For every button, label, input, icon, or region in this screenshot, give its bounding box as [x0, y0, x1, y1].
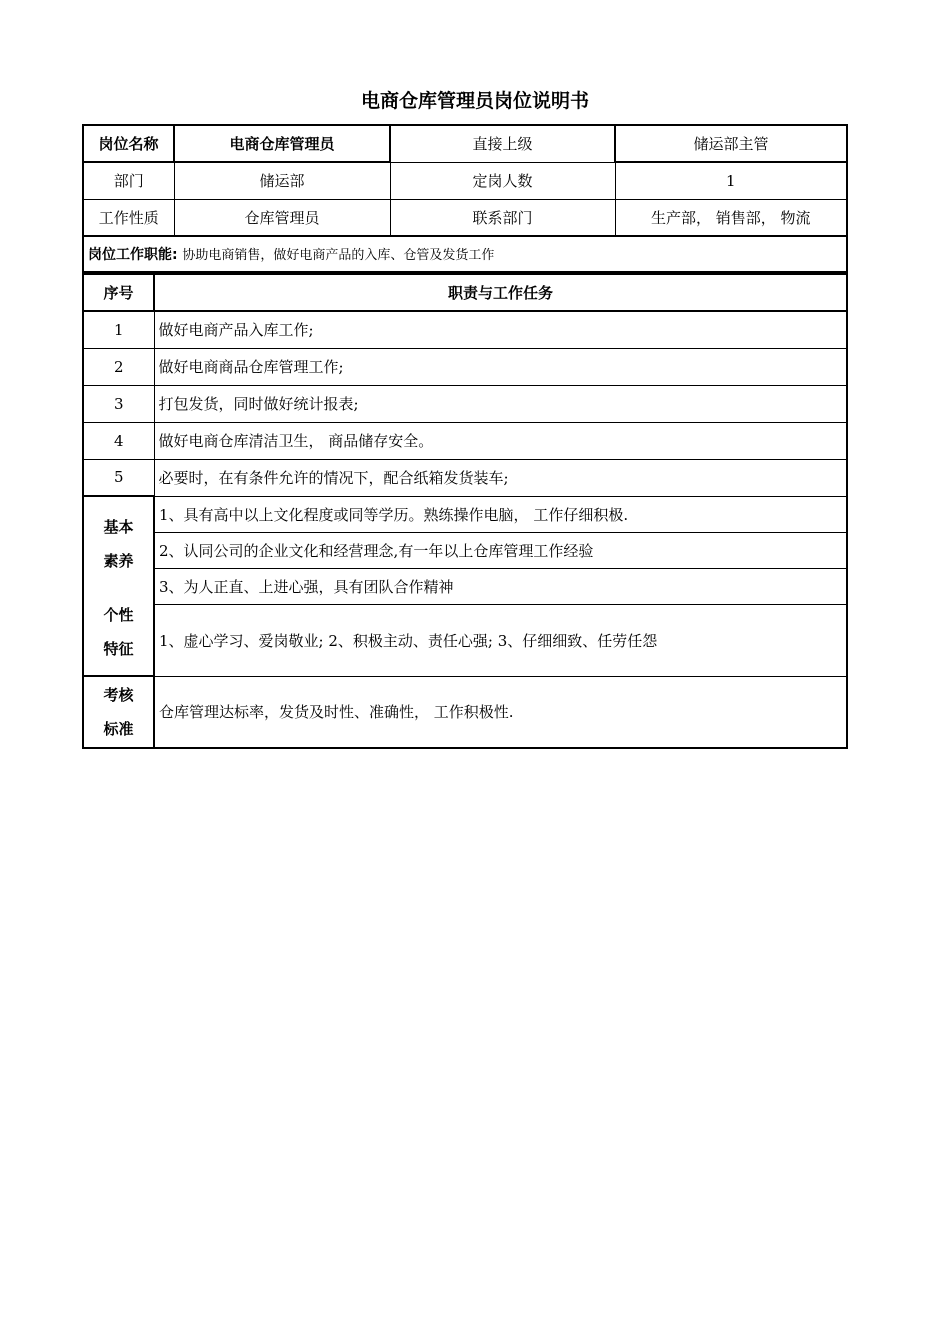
assessment-text: 仓库管理达标率，发货及时性、准确性， 工作积极性. [154, 676, 847, 748]
assessment-row [83, 676, 847, 748]
duty-number: 4 [83, 422, 154, 459]
responsibility-cell [83, 236, 847, 272]
label-trait: 特征 [103, 640, 134, 658]
label-position-name: 岗位名称 [83, 125, 174, 162]
duty-row [83, 348, 847, 385]
duties-block [82, 273, 848, 749]
label-direct-superior: 直接上级 [390, 125, 615, 162]
quality-trait-label [83, 496, 154, 676]
duty-task: 做好电商产品入库工作; [154, 311, 847, 348]
value-department: 储运部 [174, 162, 390, 199]
label-contact-departments: 联系部门 [390, 199, 615, 236]
label-assess: 考核 [103, 686, 134, 704]
duty-number: 3 [83, 385, 154, 422]
value-contact-departments: 生产部， 销售部， 物流 [615, 199, 847, 236]
column-header-task: 职责与工作任务 [154, 274, 847, 311]
assessment-label [83, 676, 154, 748]
responsibility-row [83, 236, 847, 272]
label-personal: 个性 [103, 606, 134, 624]
trait-row [83, 604, 847, 676]
quality-row [83, 496, 847, 532]
label-department: 部门 [83, 162, 174, 199]
document-title: 电商仓库管理员岗位说明书 [360, 90, 589, 112]
trait-text: 1、虚心学习、爱岗敬业; 2、积极主动、责任心强; 3、仔细细致、任劳任怨 [154, 604, 847, 676]
duties-header-row [83, 274, 847, 311]
header-row-nature [83, 199, 847, 236]
responsibility-text: 协助电商销售，做好电商产品的入库、仓管及发货工作 [182, 248, 495, 263]
job-description-table [82, 124, 846, 749]
value-direct-superior: 储运部主管 [615, 125, 847, 162]
label-headcount: 定岗人数 [390, 162, 615, 199]
quality-item: 1、具有高中以上文化程度或同等学历。熟练操作电脑， 工作仔细积极. [154, 496, 847, 532]
duty-task: 做好电商仓库清洁卫生， 商品储存安全。 [154, 422, 847, 459]
value-work-nature: 仓库管理员 [174, 199, 390, 236]
duty-task: 必要时，在有条件允许的情况下，配合纸箱发货装车; [154, 459, 847, 496]
duty-number: 2 [83, 348, 154, 385]
duty-task: 做好电商商品仓库管理工作; [154, 348, 847, 385]
quality-item: 3、为人正直、上进心强，具有团队合作精神 [154, 568, 847, 604]
value-position-name: 电商仓库管理员 [174, 125, 390, 162]
label-quality: 素养 [103, 552, 134, 570]
responsibility-label: 岗位工作职能: [88, 247, 178, 263]
duty-task: 打包发货，同时做好统计报表; [154, 385, 847, 422]
header-row-department [83, 162, 847, 199]
duty-row [83, 422, 847, 459]
column-header-number: 序号 [83, 274, 154, 311]
quality-item: 2、认同公司的企业文化和经营理念,有一年以上仓库管理工作经验 [154, 532, 847, 568]
label-basic: 基本 [103, 518, 134, 536]
quality-row [83, 532, 847, 568]
quality-row [83, 568, 847, 604]
label-work-nature: 工作性质 [83, 199, 174, 236]
header-row-position [83, 125, 847, 162]
duty-number: 5 [83, 459, 154, 496]
duty-row [83, 311, 847, 348]
header-block [82, 124, 848, 273]
label-standard: 标准 [103, 720, 134, 738]
duty-number: 1 [83, 311, 154, 348]
duty-row [83, 459, 847, 496]
duty-row [83, 385, 847, 422]
value-headcount: 1 [615, 162, 847, 199]
